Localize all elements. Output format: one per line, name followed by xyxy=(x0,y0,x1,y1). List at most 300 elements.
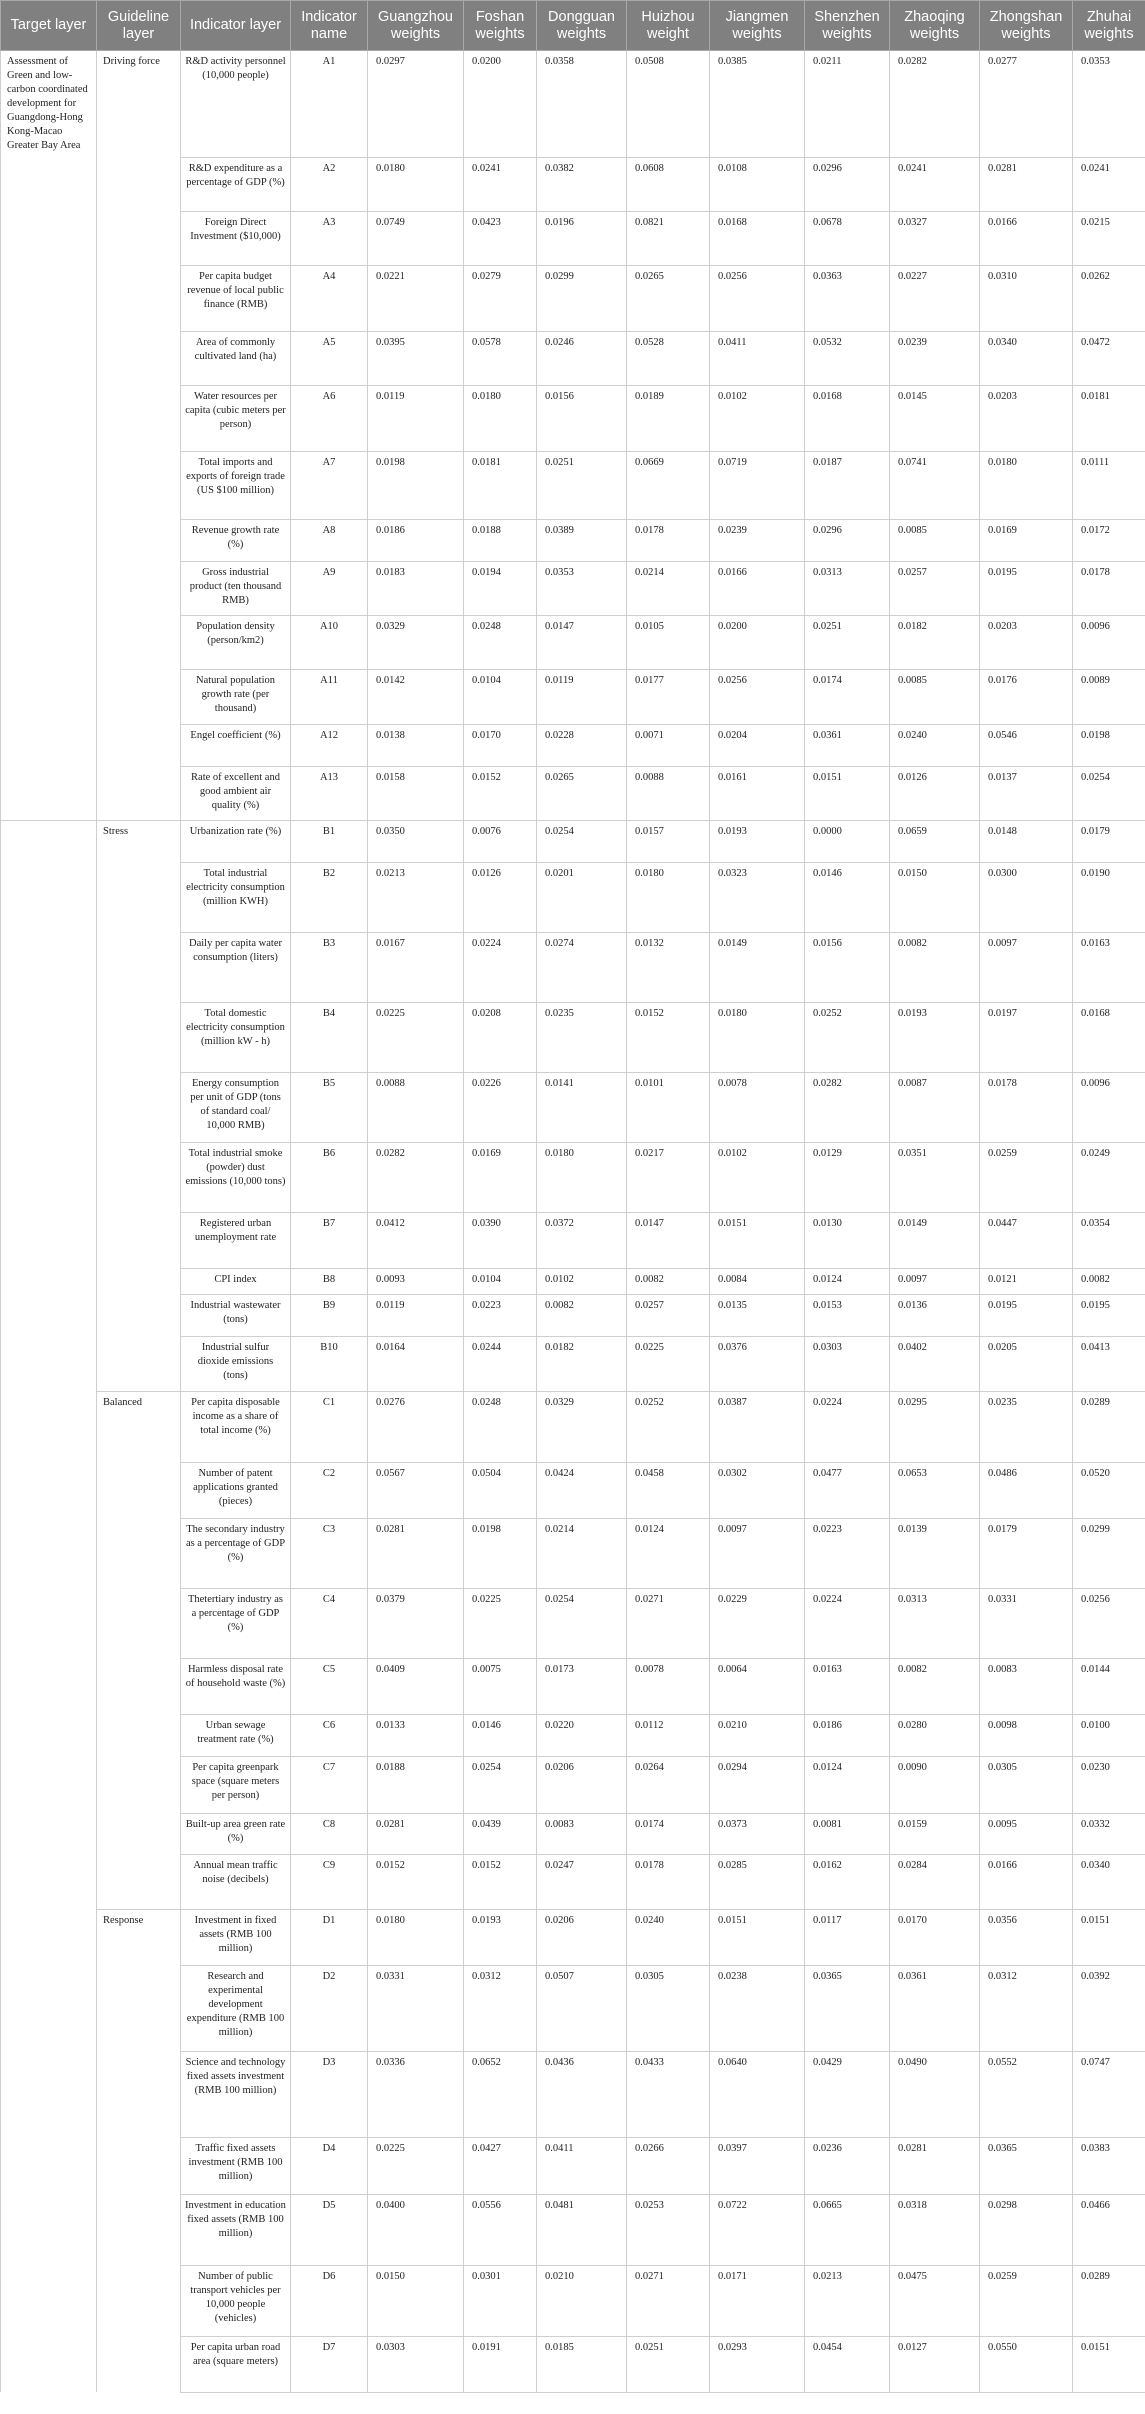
weight-cell: 0.0653 xyxy=(890,1462,980,1518)
weight-cell: 0.0139 xyxy=(890,1518,980,1588)
table-row xyxy=(1,862,1145,932)
weight-cell: 0.0203 xyxy=(980,385,1073,451)
weight-cell: 0.0173 xyxy=(537,1658,627,1714)
weight-cell: 0.0083 xyxy=(537,1813,627,1854)
guideline-layer-empty xyxy=(97,1268,181,1294)
weight-cell: 0.0179 xyxy=(980,1518,1073,1588)
weight-cell: 0.0101 xyxy=(627,1072,710,1142)
indicator-layer-cell: Registered urban unemployment rate xyxy=(181,1212,291,1268)
weight-cell: 0.0108 xyxy=(710,157,805,211)
weight-cell: 0.0376 xyxy=(710,1336,805,1391)
weight-cell: 0.0640 xyxy=(710,2051,805,2137)
weight-cell: 0.0240 xyxy=(890,724,980,766)
weight-cell: 0.0156 xyxy=(805,932,890,1002)
target-layer-empty xyxy=(1,1909,97,1965)
weight-cell: 0.0135 xyxy=(710,1294,805,1336)
table-row xyxy=(1,1072,1145,1142)
weight-cell: 0.0102 xyxy=(537,1268,627,1294)
weight-cell: 0.0178 xyxy=(627,519,710,561)
indicator-layer-cell: Natural population growth rate (per thousand) xyxy=(181,669,291,724)
target-layer-empty xyxy=(1,265,97,331)
weight-cell: 0.0253 xyxy=(627,2194,710,2265)
weight-cell: 0.0198 xyxy=(368,451,464,519)
weight-cell: 0.0182 xyxy=(890,615,980,669)
weight-cell: 0.0298 xyxy=(980,2194,1073,2265)
weight-cell: 0.0466 xyxy=(1073,2194,1145,2265)
table-row xyxy=(1,932,1145,1002)
weight-cell: 0.0458 xyxy=(627,1462,710,1518)
weight-cell: 0.0141 xyxy=(537,1072,627,1142)
indicator-name-cell: B5 xyxy=(291,1072,368,1142)
weight-cell: 0.0318 xyxy=(890,2194,980,2265)
weight-cell: 0.0121 xyxy=(980,1268,1073,1294)
weight-cell: 0.0095 xyxy=(980,1813,1073,1854)
weight-cell: 0.0075 xyxy=(464,1658,537,1714)
weight-cell: 0.0486 xyxy=(980,1462,1073,1518)
weight-cell: 0.0174 xyxy=(805,669,890,724)
indicator-name-cell: D7 xyxy=(291,2336,368,2392)
weight-cell: 0.0178 xyxy=(627,1854,710,1909)
weight-cell: 0.0177 xyxy=(627,669,710,724)
weight-cell: 0.0300 xyxy=(980,862,1073,932)
weight-cell: 0.0210 xyxy=(537,2265,627,2336)
weight-cell: 0.0096 xyxy=(1073,1072,1145,1142)
weight-cell: 0.0149 xyxy=(710,932,805,1002)
weight-cell: 0.0447 xyxy=(980,1212,1073,1268)
weight-cell: 0.0400 xyxy=(368,2194,464,2265)
weight-cell: 0.0271 xyxy=(627,1588,710,1658)
weight-cell: 0.0256 xyxy=(710,669,805,724)
table-row xyxy=(1,1462,1145,1518)
guideline-layer-empty xyxy=(97,932,181,1002)
weight-cell: 0.0071 xyxy=(627,724,710,766)
indicator-name-cell: C6 xyxy=(291,1714,368,1756)
table-row xyxy=(1,615,1145,669)
weight-cell: 0.0429 xyxy=(805,2051,890,2137)
weight-cell: 0.0412 xyxy=(368,1212,464,1268)
guideline-layer-empty xyxy=(97,1142,181,1212)
indicator-layer-cell: Harmless disposal rate of household waste (%) xyxy=(181,1658,291,1714)
header-indicator-name: Indicator name xyxy=(291,1,368,51)
weight-cell: 0.0427 xyxy=(464,2137,537,2194)
weight-cell: 0.0104 xyxy=(464,669,537,724)
weight-cell: 0.0193 xyxy=(710,820,805,862)
indicator-layer-cell: Built-up area green rate (%) xyxy=(181,1813,291,1854)
weight-cell: 0.0082 xyxy=(537,1294,627,1336)
weight-cell: 0.0126 xyxy=(464,862,537,932)
table-row xyxy=(1,1142,1145,1212)
target-layer-empty xyxy=(1,820,97,862)
weight-cell: 0.0082 xyxy=(890,932,980,1002)
table-row xyxy=(1,1813,1145,1854)
weight-cell: 0.0188 xyxy=(464,519,537,561)
weight-cell: 0.0297 xyxy=(368,51,464,158)
weight-cell: 0.0098 xyxy=(980,1714,1073,1756)
weight-cell: 0.0124 xyxy=(627,1518,710,1588)
header-foshan: Foshan weights xyxy=(464,1,537,51)
weight-cell: 0.0252 xyxy=(627,1391,710,1462)
weight-cell: 0.0178 xyxy=(980,1072,1073,1142)
weight-cell: 0.0200 xyxy=(464,51,537,158)
weight-cell: 0.0166 xyxy=(980,1854,1073,1909)
weight-cell: 0.0550 xyxy=(980,2336,1073,2392)
guideline-layer-empty xyxy=(97,1336,181,1391)
target-layer-empty xyxy=(1,932,97,1002)
header-guideline-layer: Guideline layer xyxy=(97,1,181,51)
guideline-layer-empty xyxy=(97,1002,181,1072)
table-row xyxy=(1,1965,1145,2051)
table-row xyxy=(1,2194,1145,2265)
weight-cell: 0.0608 xyxy=(627,157,710,211)
guideline-layer-empty xyxy=(97,2265,181,2336)
weight-cell: 0.0078 xyxy=(627,1658,710,1714)
guideline-layer-empty xyxy=(97,157,181,211)
guideline-layer-empty xyxy=(97,331,181,385)
weight-cell: 0.0225 xyxy=(368,1002,464,1072)
weight-cell: 0.0329 xyxy=(368,615,464,669)
weight-cell: 0.0147 xyxy=(627,1212,710,1268)
weight-cell: 0.0276 xyxy=(368,1391,464,1462)
weight-cell: 0.0280 xyxy=(890,1714,980,1756)
weight-cell: 0.0102 xyxy=(710,1142,805,1212)
indicator-name-cell: B10 xyxy=(291,1336,368,1391)
weight-cell: 0.0439 xyxy=(464,1813,537,1854)
table-row xyxy=(1,451,1145,519)
guideline-layer-empty xyxy=(97,2137,181,2194)
weight-cell: 0.0130 xyxy=(805,1212,890,1268)
indicator-name-cell: B9 xyxy=(291,1294,368,1336)
weight-cell: 0.0271 xyxy=(627,2265,710,2336)
weight-cell: 0.0719 xyxy=(710,451,805,519)
weight-cell: 0.0578 xyxy=(464,331,537,385)
weight-cell: 0.0332 xyxy=(1073,1813,1145,1854)
indicator-name-cell: A8 xyxy=(291,519,368,561)
guideline-layer-empty xyxy=(97,2336,181,2392)
weight-cell: 0.0433 xyxy=(627,2051,710,2137)
weight-cell: 0.0210 xyxy=(710,1714,805,1756)
guideline-layer-cell: Stress xyxy=(97,820,181,862)
weight-cell: 0.0153 xyxy=(805,1294,890,1336)
weight-cell: 0.0217 xyxy=(627,1142,710,1212)
indicator-layer-cell: R&D expenditure as a percentage of GDP (%) xyxy=(181,157,291,211)
weight-cell: 0.0296 xyxy=(805,157,890,211)
guideline-layer-empty xyxy=(97,2194,181,2265)
weight-cell: 0.0132 xyxy=(627,932,710,1002)
weight-cell: 0.0265 xyxy=(537,766,627,820)
indicator-name-cell: C4 xyxy=(291,1588,368,1658)
weight-cell: 0.0382 xyxy=(537,157,627,211)
weight-cell: 0.0249 xyxy=(1073,1142,1145,1212)
target-layer-empty xyxy=(1,1072,97,1142)
weight-cell: 0.0171 xyxy=(710,2265,805,2336)
table-row xyxy=(1,669,1145,724)
table-row xyxy=(1,2336,1145,2392)
table-row xyxy=(1,1294,1145,1336)
guideline-layer-empty xyxy=(97,265,181,331)
weight-cell: 0.0254 xyxy=(1073,766,1145,820)
weight-cell: 0.0186 xyxy=(805,1714,890,1756)
weight-cell: 0.0152 xyxy=(464,1854,537,1909)
weight-cell: 0.0274 xyxy=(537,932,627,1002)
indicator-name-cell: C7 xyxy=(291,1756,368,1813)
table-row xyxy=(1,1002,1145,1072)
weight-cell: 0.0265 xyxy=(627,265,710,331)
weight-cell: 0.0303 xyxy=(368,2336,464,2392)
weight-cell: 0.0197 xyxy=(980,1002,1073,1072)
weight-cell: 0.0669 xyxy=(627,451,710,519)
weight-cell: 0.0264 xyxy=(627,1756,710,1813)
guideline-layer-empty xyxy=(97,1518,181,1588)
indicator-name-cell: A5 xyxy=(291,331,368,385)
weight-cell: 0.0082 xyxy=(890,1658,980,1714)
weight-cell: 0.0223 xyxy=(464,1294,537,1336)
weight-cell: 0.0413 xyxy=(1073,1336,1145,1391)
weight-cell: 0.0146 xyxy=(805,862,890,932)
weight-cell: 0.0180 xyxy=(627,862,710,932)
weight-cell: 0.0169 xyxy=(980,519,1073,561)
weight-cell: 0.0206 xyxy=(537,1756,627,1813)
guideline-layer-empty xyxy=(97,385,181,451)
weight-cell: 0.0383 xyxy=(1073,2137,1145,2194)
weight-cell: 0.0257 xyxy=(890,561,980,615)
guideline-layer-empty xyxy=(97,2051,181,2137)
indicator-name-cell: A13 xyxy=(291,766,368,820)
target-layer-empty xyxy=(1,331,97,385)
indicator-layer-cell: Daily per capita water consumption (liters) xyxy=(181,932,291,1002)
weight-cell: 0.0161 xyxy=(710,766,805,820)
indicator-layer-cell: Per capita disposable income as a share of total income (%) xyxy=(181,1391,291,1462)
table-row xyxy=(1,2265,1145,2336)
indicator-layer-cell: Foreign Direct Investment ($10,000) xyxy=(181,211,291,265)
weight-cell: 0.0083 xyxy=(980,1658,1073,1714)
weight-cell: 0.0152 xyxy=(368,1854,464,1909)
weight-cell: 0.0214 xyxy=(627,561,710,615)
weight-cell: 0.0490 xyxy=(890,2051,980,2137)
weight-cell: 0.0327 xyxy=(890,211,980,265)
weight-cell: 0.0361 xyxy=(805,724,890,766)
target-layer-empty xyxy=(1,1756,97,1813)
weight-cell: 0.0305 xyxy=(627,1965,710,2051)
weight-cell: 0.0082 xyxy=(627,1268,710,1294)
weight-cell: 0.0158 xyxy=(368,766,464,820)
weight-cell: 0.0097 xyxy=(710,1518,805,1588)
weight-cell: 0.0248 xyxy=(464,615,537,669)
weight-cell: 0.0567 xyxy=(368,1462,464,1518)
table-row xyxy=(1,1518,1145,1588)
weight-cell: 0.0129 xyxy=(805,1142,890,1212)
weight-cell: 0.0085 xyxy=(890,669,980,724)
weight-cell: 0.0277 xyxy=(980,51,1073,158)
weight-cell: 0.0126 xyxy=(890,766,980,820)
header-target-layer: Target layer xyxy=(1,1,97,51)
weight-cell: 0.0180 xyxy=(464,385,537,451)
weight-cell: 0.0163 xyxy=(805,1658,890,1714)
header-jiangmen: Jiangmen weights xyxy=(710,1,805,51)
weight-cell: 0.0340 xyxy=(980,331,1073,385)
guideline-layer-empty xyxy=(97,1588,181,1658)
indicator-layer-cell: Gross industrial product (ten thousand RMB) xyxy=(181,561,291,615)
indicator-name-cell: D6 xyxy=(291,2265,368,2336)
weight-cell: 0.0119 xyxy=(537,669,627,724)
header-zhaoqing: Zhaoqing weights xyxy=(890,1,980,51)
header-row xyxy=(1,1,1145,51)
header-indicator-layer: Indicator layer xyxy=(181,1,291,51)
table-row xyxy=(1,1212,1145,1268)
table-row xyxy=(1,1336,1145,1391)
table-row xyxy=(1,157,1145,211)
weight-cell: 0.0188 xyxy=(368,1756,464,1813)
weight-cell: 0.0821 xyxy=(627,211,710,265)
weight-cell: 0.0136 xyxy=(890,1294,980,1336)
weight-cell: 0.0195 xyxy=(980,1294,1073,1336)
weight-cell: 0.0087 xyxy=(890,1072,980,1142)
indicator-layer-cell: Total industrial electricity consumption (million KWH) xyxy=(181,862,291,932)
weight-cell: 0.0389 xyxy=(537,519,627,561)
weight-cell: 0.0257 xyxy=(627,1294,710,1336)
weight-cell: 0.0137 xyxy=(980,766,1073,820)
weight-cell: 0.0225 xyxy=(368,2137,464,2194)
weight-cell: 0.0151 xyxy=(1073,1909,1145,1965)
target-layer-empty xyxy=(1,1268,97,1294)
weight-cell: 0.0150 xyxy=(368,2265,464,2336)
weight-cell: 0.0104 xyxy=(464,1268,537,1294)
table-row xyxy=(1,2051,1145,2137)
guideline-layer-empty xyxy=(97,1658,181,1714)
weight-cell: 0.0206 xyxy=(537,1909,627,1965)
weight-cell: 0.0102 xyxy=(710,385,805,451)
weight-cell: 0.0331 xyxy=(980,1588,1073,1658)
target-layer-empty xyxy=(1,1518,97,1588)
weight-cell: 0.0244 xyxy=(464,1336,537,1391)
table-row xyxy=(1,2137,1145,2194)
weight-cell: 0.0145 xyxy=(890,385,980,451)
target-layer-empty xyxy=(1,211,97,265)
weight-cell: 0.0323 xyxy=(710,862,805,932)
weight-cell: 0.0181 xyxy=(464,451,537,519)
weight-cell: 0.0097 xyxy=(980,932,1073,1002)
indicator-layer-cell: Industrial sulfur dioxide emissions (tons) xyxy=(181,1336,291,1391)
indicator-name-cell: C5 xyxy=(291,1658,368,1714)
weight-cell: 0.0281 xyxy=(368,1813,464,1854)
table-row xyxy=(1,1658,1145,1714)
weight-cell: 0.0064 xyxy=(710,1658,805,1714)
indicator-layer-cell: Per capita budget revenue of local public finance (RMB) xyxy=(181,265,291,331)
weight-cell: 0.0150 xyxy=(890,862,980,932)
weight-cell: 0.0088 xyxy=(368,1072,464,1142)
weight-cell: 0.0220 xyxy=(537,1714,627,1756)
weight-cell: 0.0224 xyxy=(805,1391,890,1462)
weight-cell: 0.0000 xyxy=(805,820,890,862)
guideline-layer-empty xyxy=(97,669,181,724)
target-layer-empty xyxy=(1,1588,97,1658)
indicator-name-cell: B2 xyxy=(291,862,368,932)
weight-cell: 0.0174 xyxy=(627,1813,710,1854)
weight-cell: 0.0246 xyxy=(537,331,627,385)
indicator-layer-cell: Total imports and exports of foreign trade (US $100 million) xyxy=(181,451,291,519)
weight-cell: 0.0166 xyxy=(980,211,1073,265)
weight-cell: 0.0552 xyxy=(980,2051,1073,2137)
weight-cell: 0.0081 xyxy=(805,1813,890,1854)
weight-cell: 0.0423 xyxy=(464,211,537,265)
weight-cell: 0.0238 xyxy=(710,1965,805,2051)
table-row xyxy=(1,265,1145,331)
indicator-name-cell: C2 xyxy=(291,1462,368,1518)
weight-cell: 0.0241 xyxy=(1073,157,1145,211)
table-row xyxy=(1,724,1145,766)
weight-cell: 0.0195 xyxy=(980,561,1073,615)
header-zhuhai: Zhuhai weights xyxy=(1073,1,1145,51)
indicator-name-cell: D1 xyxy=(291,1909,368,1965)
weight-cell: 0.0183 xyxy=(368,561,464,615)
guideline-layer-empty xyxy=(97,451,181,519)
guideline-layer-empty xyxy=(97,615,181,669)
target-layer-empty xyxy=(1,1336,97,1391)
table-row xyxy=(1,561,1145,615)
weight-cell: 0.0252 xyxy=(805,1002,890,1072)
weight-cell: 0.0385 xyxy=(710,51,805,158)
weight-cell: 0.0353 xyxy=(1073,51,1145,158)
weight-cell: 0.0424 xyxy=(537,1462,627,1518)
target-layer-empty xyxy=(1,615,97,669)
weight-cell: 0.0532 xyxy=(805,331,890,385)
weight-cell: 0.0119 xyxy=(368,1294,464,1336)
weight-cell: 0.0365 xyxy=(980,2137,1073,2194)
weight-cell: 0.0223 xyxy=(805,1518,890,1588)
weight-cell: 0.0170 xyxy=(464,724,537,766)
weight-cell: 0.0205 xyxy=(980,1336,1073,1391)
weight-cell: 0.0201 xyxy=(537,862,627,932)
indicator-name-cell: B6 xyxy=(291,1142,368,1212)
weight-cell: 0.0282 xyxy=(368,1142,464,1212)
weight-cell: 0.0251 xyxy=(627,2336,710,2392)
target-layer-empty xyxy=(1,1212,97,1268)
weight-cell: 0.0303 xyxy=(805,1336,890,1391)
weight-cell: 0.0508 xyxy=(627,51,710,158)
indicator-layer-cell: Rate of excellent and good ambient air quality (%) xyxy=(181,766,291,820)
target-layer-cell: Assessment of Green and low-carbon coordinated development for Guangdong-Hong Kong-Macao Greater Bay Area xyxy=(1,51,97,158)
weight-cell: 0.0164 xyxy=(368,1336,464,1391)
target-layer-empty xyxy=(1,2051,97,2137)
target-layer-empty xyxy=(1,1462,97,1518)
weight-cell: 0.0124 xyxy=(805,1268,890,1294)
weight-cell: 0.0235 xyxy=(980,1391,1073,1462)
weight-cell: 0.0665 xyxy=(805,2194,890,2265)
indicator-layer-cell: Total industrial smoke (powder) dust emissions (10,000 tons) xyxy=(181,1142,291,1212)
indicator-name-cell: A7 xyxy=(291,451,368,519)
target-layer-empty xyxy=(1,2265,97,2336)
target-layer-empty xyxy=(1,1294,97,1336)
weight-cell: 0.0119 xyxy=(368,385,464,451)
guideline-layer-empty xyxy=(97,1854,181,1909)
weight-cell: 0.0185 xyxy=(537,2336,627,2392)
weight-cell: 0.0387 xyxy=(710,1391,805,1462)
header-dongguan: Dongguan weights xyxy=(537,1,627,51)
indicator-layer-cell: Water resources per capita (cubic meters per person) xyxy=(181,385,291,451)
weight-cell: 0.0475 xyxy=(890,2265,980,2336)
weight-cell: 0.0124 xyxy=(805,1756,890,1813)
weight-cell: 0.0082 xyxy=(1073,1268,1145,1294)
indicator-name-cell: D2 xyxy=(291,1965,368,2051)
weight-cell: 0.0148 xyxy=(980,820,1073,862)
indicator-name-cell: B1 xyxy=(291,820,368,862)
weight-cell: 0.0112 xyxy=(627,1714,710,1756)
target-layer-empty xyxy=(1,1714,97,1756)
weight-cell: 0.0411 xyxy=(710,331,805,385)
weight-cell: 0.0373 xyxy=(710,1813,805,1854)
weight-cell: 0.0133 xyxy=(368,1714,464,1756)
guideline-layer-empty xyxy=(97,211,181,265)
guideline-layer-empty xyxy=(97,862,181,932)
